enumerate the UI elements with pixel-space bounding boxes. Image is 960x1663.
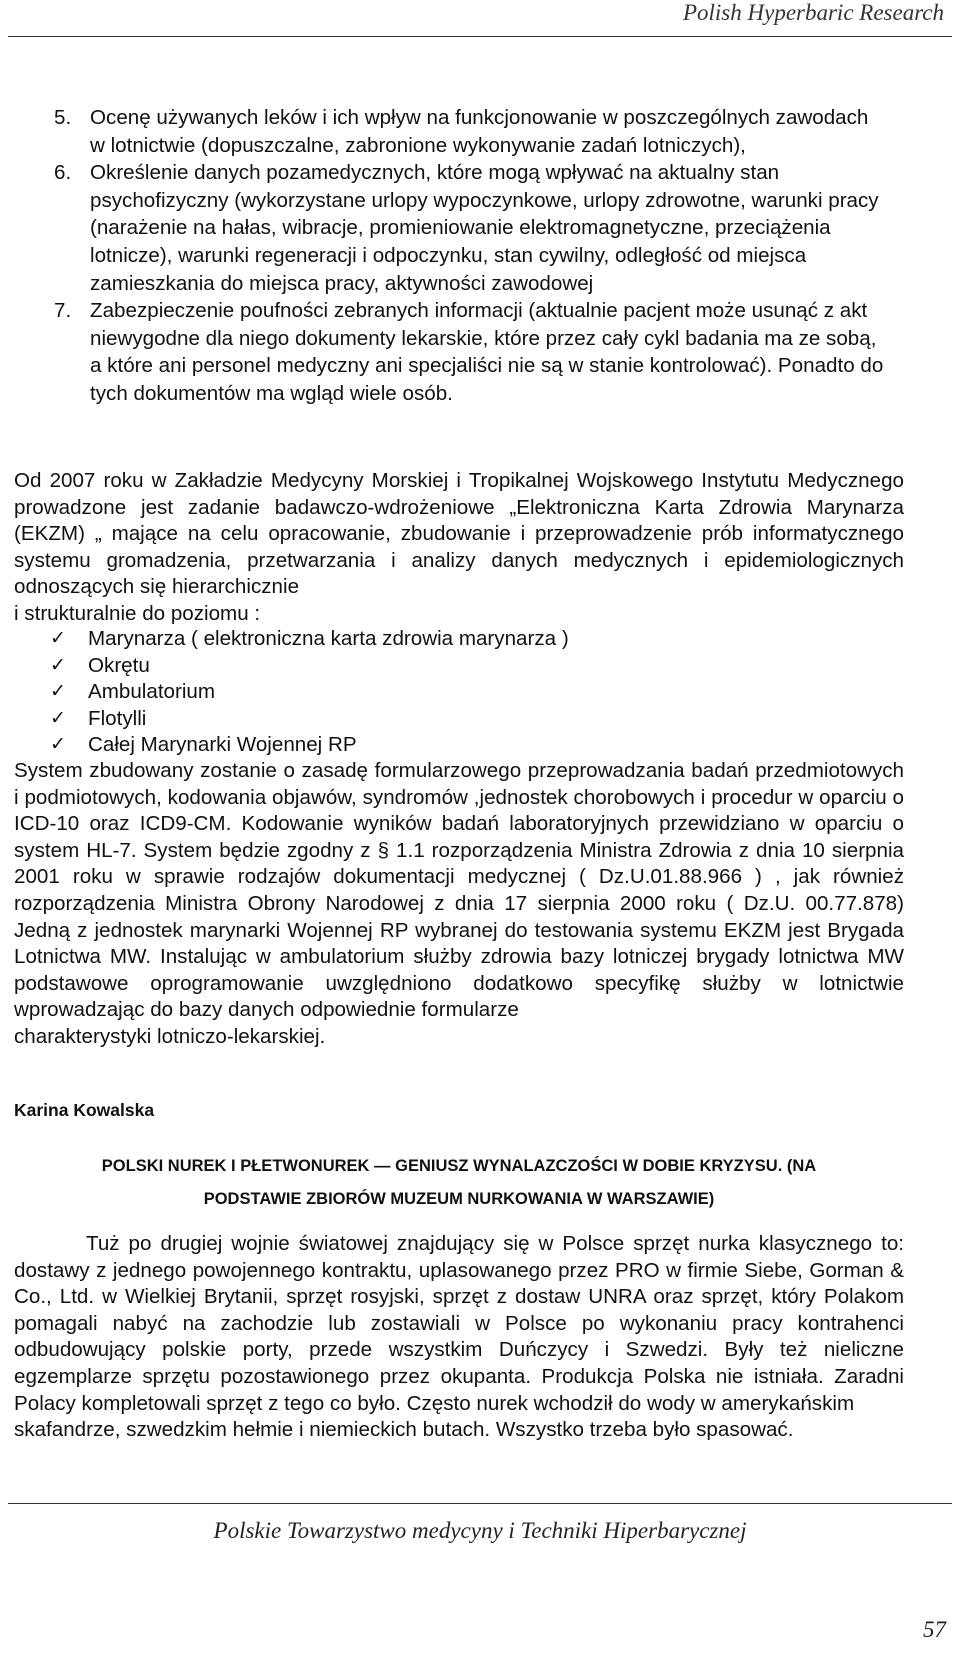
article-title-line: POLSKI NUREK I PŁETWONUREK — GENIUSZ WYNALAZCZOŚCI W DOBIE KRYZYSU. (NA — [101, 1157, 817, 1175]
diving-paragraph-body: Tuż po drugiej wojnie światowej znajdujący się w Polsce sprzęt nurka klasycznego to: dostawy z jednego powojennego kontraktu, uplasowanego przez PRO w firmie Siebe, Gorman & Co., Ltd. w Wielkiej Brytanii, sprzęt rosyjski, sprzęt z dostaw UNRA oraz sprzęt, który Polakom pomagali nabyć na zachodzie lub zostawiali w Polsce po wykonaniu pracy kontrahenci odbudowujący polskie porty, przede wszystkim Duńczycy i Szwedzi. Były też nieliczne egzemplarze sprzętu pozostawionego przez okupanta. Produkcja Polska nie istniała. Zaradni Polacy kompletowali sprzęt z tego co było. Często nurek wchodził do wody w amerykańskim — [14, 1232, 904, 1415]
list-item-text: Ocenę używanych leków i ich wpływ na funkcjonowanie w poszczególnych zawodach w lotnictwie (dopuszczalne, zabronione wykonywanie zadań lotniczych), — [90, 106, 869, 157]
checklist-item-label: Ambulatorium — [88, 680, 216, 704]
check-icon: ✓ — [50, 681, 66, 703]
hierarchy-checklist — [50, 626, 569, 759]
check-icon: ✓ — [50, 654, 66, 676]
checklist-item — [50, 732, 569, 759]
running-footer: Polskie Towarzystwo medycyny i Techniki Hiperbarycznej — [213, 1518, 747, 1543]
ekzm-paragraph — [14, 468, 904, 628]
checklist-item-label: Całej Marynarki Wojennej RP — [88, 733, 357, 757]
list-item-number: 6. — [54, 161, 72, 185]
list-item — [54, 159, 884, 297]
ekzm-paragraph-body: Od 2007 roku w Zakładzie Medycyny Morskiej i Tropikalnej Wojskowego Instytutu Medycznego prowadzone jest zadanie badawczo-wdrożeniowe „Elektroniczna Karta Zdrowia Marynarza (EKZM) „ mające na celu opracowanie, zbudowanie i przeprowadzenie prób informatycznego systemu gromadzenia, przetwarzania i analizy danych medycznych i epidemiologicznych odnoszących się hierarchicznie — [14, 469, 904, 599]
list-item-number: 5. — [54, 106, 72, 129]
list-item-text: Określenie danych pozamedycznych, które mogą wpływać na aktualny stan psychofizyczny (wykorzystane urlopy wypoczynkowe, urlopy zdrowotne, warunki pracy (narażenie na hałas, wibracje, promieniowanie elektromagnetyczne, przeciążenia lotnicze), warunki regeneracji i odpoczynku, stan cywilny, odległość od miejsca zamieszkania do miejsca pracy, aktywności zawodowej — [90, 161, 879, 295]
numbered-list — [54, 104, 884, 408]
checklist-item-label: Marynarza ( elektroniczna karta zdrowia marynarza ) — [88, 627, 569, 650]
checklist-item-label: Okrętu — [88, 653, 150, 677]
article-title — [14, 1150, 904, 1216]
footer-divider — [8, 1503, 952, 1504]
checklist-item-label: Flotylli — [88, 706, 147, 730]
article-title-line: PODSTAWIE ZBIORÓW MUZEUM NURKOWANIA W WARSZAWIE) — [203, 1190, 715, 1208]
header-divider — [8, 36, 952, 37]
diving-paragraph — [14, 1231, 904, 1444]
running-header: Polish Hyperbaric Research — [682, 0, 944, 25]
list-item — [54, 104, 884, 159]
system-paragraph — [14, 758, 904, 1051]
checklist-item — [50, 706, 569, 733]
diving-paragraph-last-line: skafandrze, szwedzkim hełmie i niemieckich butach. Wszystko trzeba było spasować. — [14, 1418, 794, 1442]
check-icon: ✓ — [50, 734, 66, 756]
checklist-item — [50, 626, 569, 653]
list-item — [54, 297, 884, 407]
page-number: 57 — [923, 1617, 946, 1642]
author-name: Karina Kowalska — [14, 1100, 155, 1120]
ekzm-paragraph-last-line: i strukturalnie do poziomu : — [14, 601, 261, 625]
check-icon: ✓ — [50, 707, 66, 729]
list-item-number: 7. — [54, 299, 72, 323]
system-paragraph-last-line: charakterystyki lotniczo-lekarskiej. — [14, 1024, 326, 1048]
checklist-item — [50, 679, 569, 706]
list-item-text: Zabezpieczenie poufności zebranych informacji (aktualnie pacjent może usunąć z akt niewygodne dla niego dokumenty lekarskie, które przez cały cykl badania ma ze sobą, a które ani personel medyczny ani specjaliści nie są w stanie kontrolować). Ponadto do tych dokumentów ma wgląd wiele osób. — [90, 299, 884, 405]
system-paragraph-body: System zbudowany zostanie o zasadę formularzowego przeprowadzania badań przedmiotowych i podmiotowych, kodowania objawów, syndromów ,jednostek chorobowych i procedur w oparciu o ICD-10 oraz ICD9-CM. Kodowanie wyników badań laboratoryjnych przewidziano w oparciu o system HL-7. System będzie zgodny z § 1.1 rozporządzenia Ministra Zdrowia z dnia 10 sierpnia 2001 roku w sprawie rodzajów dokumentacji medycznej ( Dz.U.01.88.966 ) , jak również rozporządzenia Ministra Obrony Narodowej z dnia 17 sierpnia 2000 roku ( Dz.U. 00.77.878) Jedną z jednostek marynarki Wojennej RP wybranej do testowania systemu EKZM jest Brygada Lotnictwa MW. Instalując w ambulatorium służby zdrowia bazy lotniczej brygady lotnictwa MW podstawowe oprogramowanie uwzględniono dodatkowo specyfikę służby w lotnictwie wprowadzając do bazy danych odpowiednie formularze — [14, 759, 904, 1022]
checklist-item — [50, 653, 569, 680]
check-icon: ✓ — [50, 628, 66, 649]
